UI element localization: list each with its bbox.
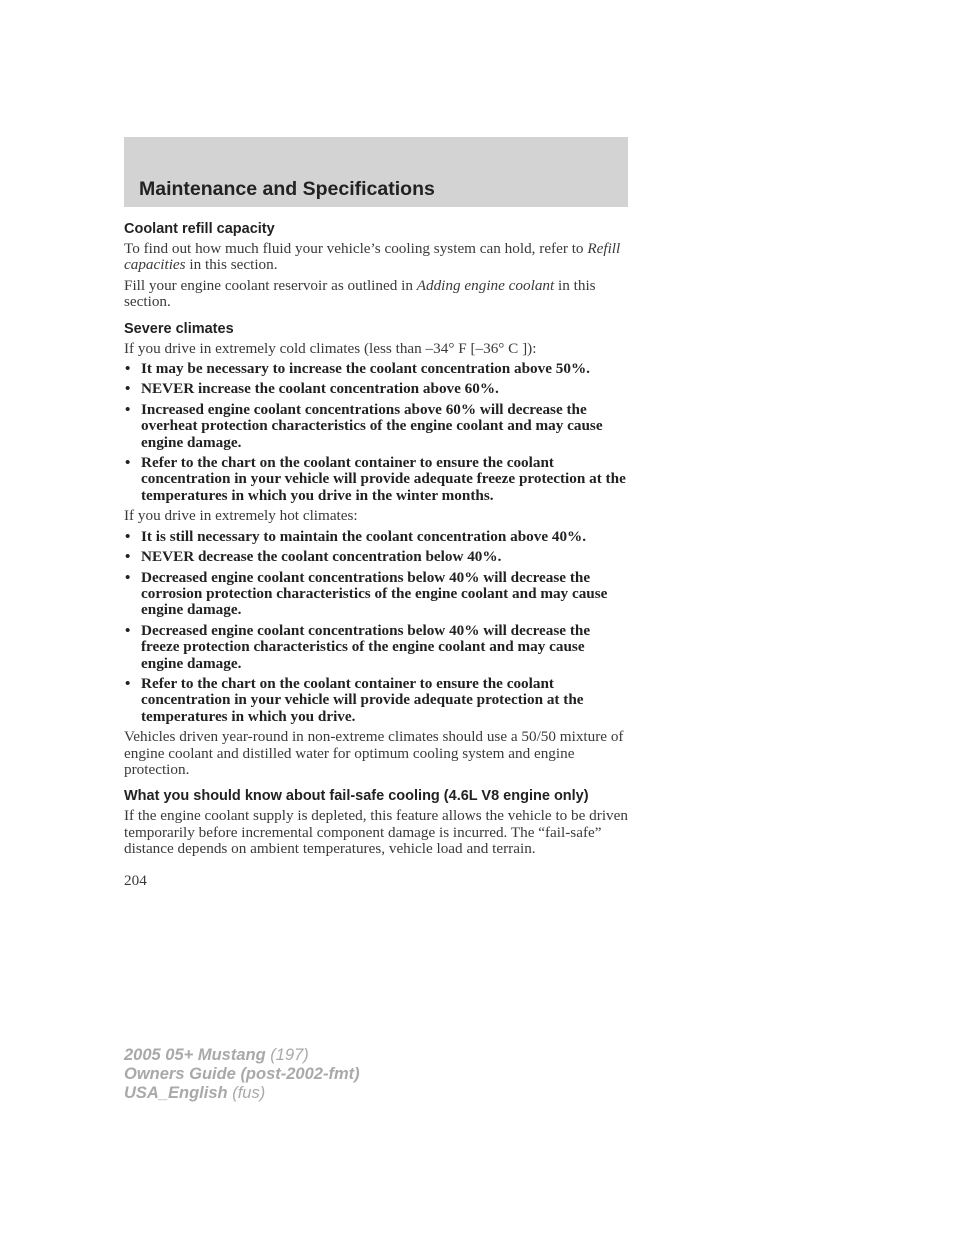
list-item-text: Refer to the chart on the coolant container to ensure the coolant concentration in your vehicle will provide adequate freeze protection at the temperatures in which you drive in the winter months. (141, 454, 626, 504)
list-item (124, 529, 629, 545)
bullet-icon: • (125, 527, 131, 545)
list-item-text: It is still necessary to maintain the coolant concentration above 40%. (141, 527, 587, 545)
list-item-text: Increased engine coolant concentrations above 60% will decrease the overheat protection characteristics of the engine coolant and may cause engine damage. (141, 400, 603, 451)
paragraph-non-extreme: Vehicles driven year-round in non-extreme climates should use a 50/50 mixture of engine coolant and distilled water for optimum cooling system and engine protection. (124, 728, 624, 778)
footer-language-code: (fus) (227, 1084, 266, 1102)
bullet-icon: • (125, 400, 131, 418)
list-item (124, 570, 629, 619)
list-item (124, 381, 629, 397)
text: To find out how much fluid your vehicle’s cooling system can hold, refer to (124, 240, 588, 257)
footer-model: 2005 05+ Mustang (124, 1046, 266, 1064)
list-item (124, 676, 629, 725)
text: in this section. (124, 276, 596, 311)
list-item (124, 455, 629, 504)
footer-line-model (124, 1046, 360, 1065)
paragraph-hot-intro: If you drive in extremely hot climates: (124, 507, 358, 525)
bullet-icon: • (125, 621, 131, 639)
list-item-text: Decreased engine coolant concentrations below 40% will decrease the freeze protection characteristics of the engine coolant and may cause engine damage. (141, 621, 591, 672)
section-title: Maintenance and Specifications (139, 178, 435, 200)
footer-language: USA_English (124, 1084, 228, 1102)
paragraph-fill-reservoir (124, 278, 629, 311)
list-item (124, 361, 629, 377)
list-item-text: It may be necessary to increase the coolant concentration above 50%. (141, 360, 590, 378)
heading-coolant-refill-capacity: Coolant refill capacity (124, 221, 275, 237)
list-item-text: Refer to the chart on the coolant container to ensure the coolant concentration in your vehicle will provide adequate protection at the temperatures in which you drive. (141, 674, 584, 725)
list-item (124, 549, 629, 565)
paragraph-refill-capacity (124, 241, 629, 274)
footer-line-guide (124, 1065, 360, 1084)
cross-reference: Adding engine coolant (416, 276, 555, 294)
bullet-icon: • (125, 360, 131, 378)
text: in this section. (185, 256, 278, 274)
page-number: 204 (124, 871, 147, 889)
paragraph-fail-safe: If the engine coolant supply is depleted, this feature allows the vehicle to be driven temporarily before incremental component damage is incurred. The “fail-safe” distance depends on ambient temperatures, vehicle load and terrain. (124, 807, 628, 858)
footer-line-language (124, 1084, 360, 1103)
bullet-icon: • (125, 674, 131, 692)
text: Fill your engine coolant reservoir as outlined in (124, 276, 417, 294)
hot-climate-list (124, 529, 629, 725)
list-item-text: NEVER increase the coolant concentration above 60%. (141, 380, 499, 398)
list-item-text: NEVER decrease the coolant concentration below 40%. (141, 548, 502, 566)
page-content (124, 220, 629, 889)
section-header-band (124, 137, 628, 207)
cold-climate-list (124, 361, 629, 504)
footer-guide: Owners Guide (post-2002-fmt) (124, 1065, 360, 1083)
list-item-text: Decreased engine coolant concentrations below 40% will decrease the corrosion protection characteristics of the engine coolant and may cause engine damage. (141, 568, 608, 619)
cross-reference: Refill capacities (124, 240, 621, 274)
paragraph-cold-intro: If you drive in extremely cold climates (less than –34° F [–36° C ]): (124, 339, 537, 357)
heading-fail-safe-cooling: What you should know about fail-safe cooling (4.6L V8 engine only) (124, 788, 589, 805)
bullet-icon: • (125, 568, 131, 586)
list-item (124, 402, 629, 451)
bullet-icon: • (125, 548, 131, 566)
footer-model-code: (197) (265, 1046, 309, 1064)
document-footer (124, 1046, 360, 1103)
heading-severe-climates: Severe climates (124, 320, 234, 337)
bullet-icon: • (125, 454, 131, 472)
list-item (124, 623, 629, 672)
bullet-icon: • (125, 380, 131, 398)
